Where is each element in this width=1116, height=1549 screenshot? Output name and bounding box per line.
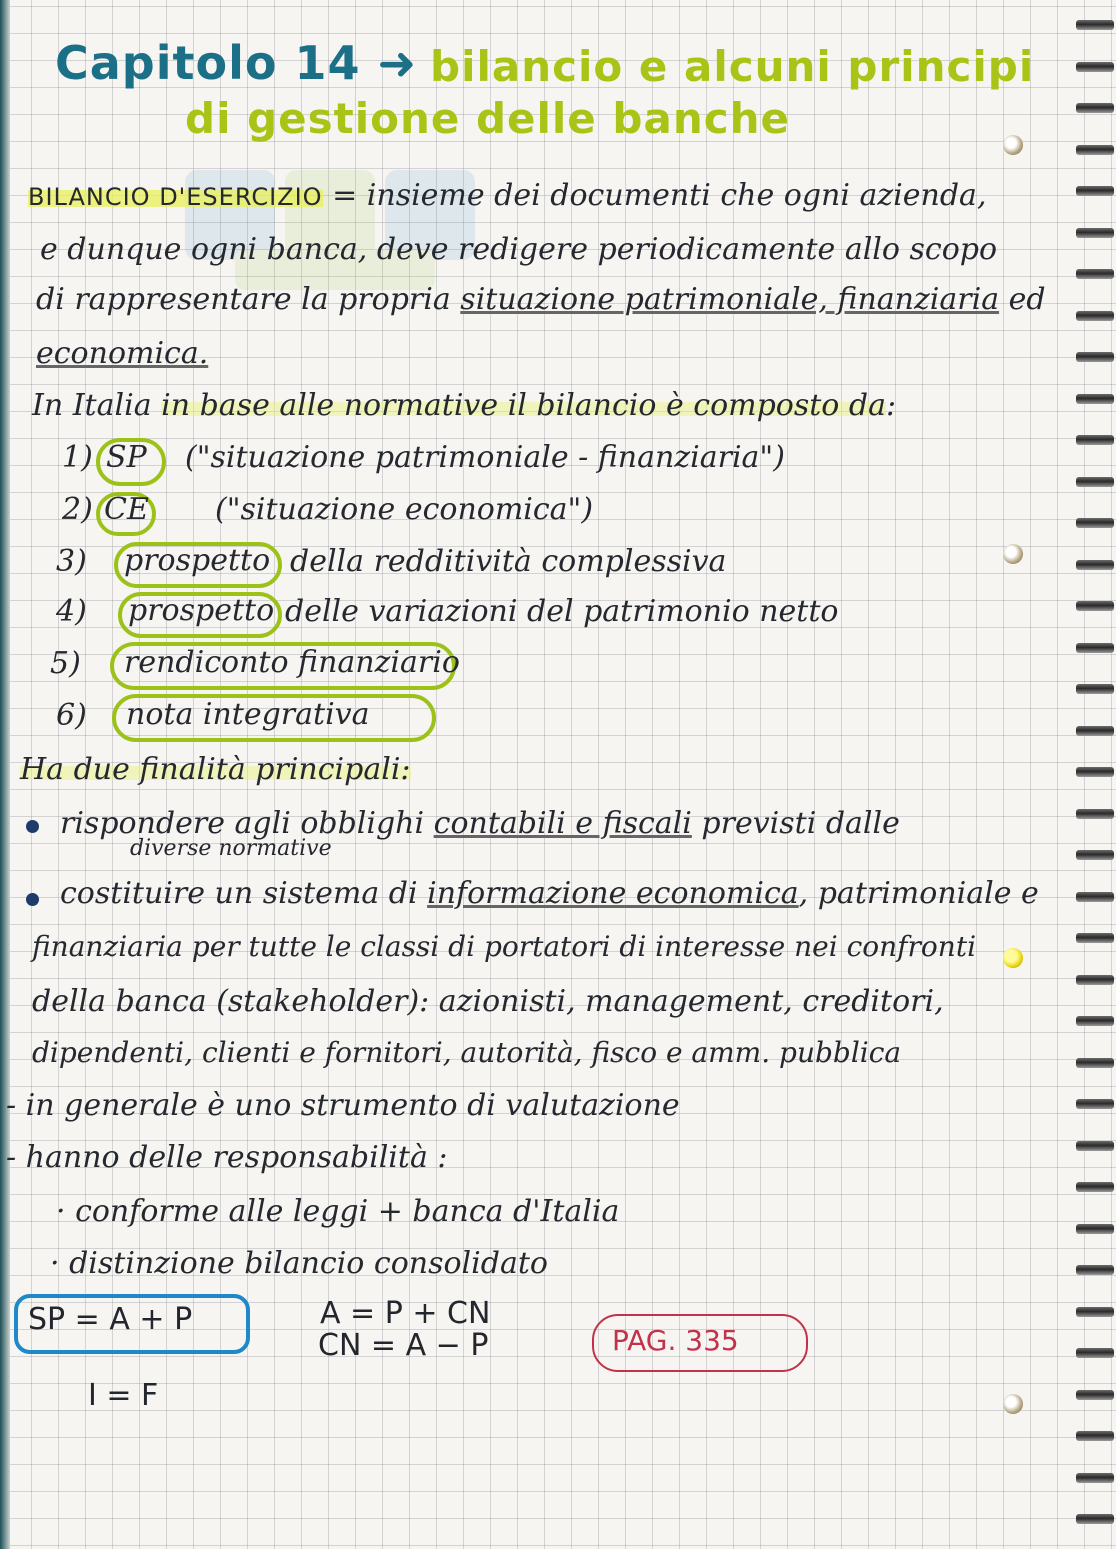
item-1-key: SP: [106, 440, 147, 475]
item-3-text: della redditività complessiva: [290, 544, 727, 579]
spiral-coil: [1076, 145, 1114, 155]
spiral-coil: [1076, 643, 1114, 653]
formula-a: A = P + CN: [320, 1296, 491, 1331]
item-4-number: 4): [56, 594, 87, 629]
spiral-coil: [1076, 228, 1114, 238]
spiral-coil: [1076, 518, 1114, 528]
item-2-number: 2): [62, 492, 93, 527]
spiral-coil: [1076, 560, 1114, 570]
item-6-number: 6): [56, 698, 87, 733]
formula-sp: SP = A + P: [28, 1302, 193, 1337]
item-1-text: ("situazione patrimoniale - finanziaria"): [185, 440, 785, 475]
bullet-dot: [26, 893, 39, 906]
definition-line3-b: situazione patrimoniale, finanziaria: [460, 282, 1000, 317]
item-3-number: 3): [56, 544, 87, 579]
bullet2-line-1: [60, 876, 1039, 911]
intro-a: In Italia: [32, 388, 162, 423]
spiral-coil: [1076, 892, 1114, 902]
formula-cn: CN = A − P: [318, 1328, 489, 1363]
spiral-coil: [1076, 1514, 1114, 1524]
spiral-coil: [1076, 1390, 1114, 1400]
dash-line-1: - in generale è uno strumento di valutazione: [6, 1088, 680, 1123]
bullet-dot: [26, 820, 39, 833]
item-1-number: 1): [62, 440, 93, 475]
spiral-coil: [1076, 435, 1114, 445]
spiral-coil: [1076, 1224, 1114, 1234]
spiral-coil: [1076, 1182, 1114, 1192]
spiral-coil: [1076, 767, 1114, 777]
spiral-coil: [1076, 850, 1114, 860]
definition-line3-a: di rappresentare la propria: [36, 282, 461, 317]
definition-line-1: [28, 178, 986, 213]
definition-line-3: [36, 282, 1046, 317]
item-6-key: nota integrativa: [126, 697, 370, 732]
dot-line-1: · conforme alle leggi + banca d'Italia: [56, 1194, 620, 1229]
punch-hole: [1003, 544, 1023, 564]
item-3-key: prospetto: [124, 543, 271, 578]
title-line1: bilancio e alcuni principi: [430, 42, 1035, 91]
spiral-coil: [1076, 1016, 1114, 1026]
item-4-key: prospetto: [128, 593, 275, 628]
bullet2-a: costituire un sistema di: [60, 876, 428, 911]
dash-line-2: - hanno delle responsabilità :: [6, 1140, 448, 1175]
page-ref: PAG. 335: [612, 1324, 739, 1357]
spiral-coil: [1076, 186, 1114, 196]
spiral-coil: [1076, 684, 1114, 694]
bullet2-line-2: finanziaria per tutte le classi di portatori di interesse nei confronti: [32, 930, 977, 963]
bullet2-b: informazione economica: [427, 876, 799, 911]
spiral-coil: [1076, 352, 1114, 362]
spiral-coil: [1076, 62, 1114, 72]
dot-line-2: · distinzione bilancio consolidato: [50, 1246, 548, 1281]
title-line2: di gestione delle banche: [185, 94, 791, 143]
spiral-coil: [1076, 311, 1114, 321]
definition-line-2: e dunque ogni banca, deve redigere periodicamente allo scopo: [40, 232, 998, 267]
bullet1-a: rispondere agli obblighi: [60, 806, 434, 841]
bullet2-line-4: dipendenti, clienti e fornitori, autorità, fisco e amm. pubblica: [32, 1036, 902, 1069]
formula-if: I = F: [88, 1378, 159, 1413]
intro-b: in base alle normative il bilancio è composto da: [161, 388, 886, 423]
item-4-text: delle variazioni del patrimonio netto: [285, 594, 839, 629]
spiral-binding: [1072, 0, 1116, 1549]
definition-line-4: economica.: [36, 336, 209, 371]
spiral-coil: [1076, 1099, 1114, 1109]
spiral-coil: [1076, 1141, 1114, 1151]
spiral-coil: [1076, 394, 1114, 404]
spiral-coil: [1076, 1307, 1114, 1317]
spiral-coil: [1076, 601, 1114, 611]
spiral-coil: [1076, 726, 1114, 736]
item-2-text: ("situazione economica"): [215, 492, 594, 527]
bullet2-line-3: della banca (stakeholder): azionisti, management, creditori,: [32, 984, 944, 1019]
spiral-coil: [1076, 1265, 1114, 1275]
title-chapter: Capitolo 14 ➜: [55, 36, 418, 90]
bullet1-b: contabili e fiscali: [433, 806, 692, 841]
intro-c: :: [886, 388, 897, 423]
spiral-coil: [1076, 103, 1114, 113]
definition-term: BILANCIO D'ESERCIZIO: [28, 183, 323, 211]
spiral-coil: [1076, 477, 1114, 487]
spiral-coil: [1076, 20, 1114, 30]
definition-line3-c: ed: [999, 282, 1046, 317]
item-2-key: CE: [104, 492, 149, 527]
bullet1-c: previsti dalle: [691, 806, 900, 841]
spiral-coil: [1076, 269, 1114, 279]
spiral-coil: [1076, 1431, 1114, 1441]
purpose-heading: Ha due finalità principali:: [20, 752, 411, 787]
spiral-coil: [1076, 1348, 1114, 1358]
page-left-edge: [0, 0, 10, 1549]
punch-hole: [1003, 135, 1023, 155]
item-5-number: 5): [50, 646, 81, 681]
spiral-coil: [1076, 933, 1114, 943]
intro-line: [32, 388, 896, 423]
punch-hole-yellow: [1003, 948, 1023, 968]
spiral-coil: [1076, 975, 1114, 985]
bullet2-c: , patrimoniale e: [798, 876, 1039, 911]
punch-hole: [1003, 1394, 1023, 1414]
spiral-coil: [1076, 809, 1114, 819]
definition-eq: = insieme dei documenti che ogni azienda,: [322, 178, 987, 213]
spiral-coil: [1076, 1058, 1114, 1068]
spiral-coil: [1076, 1473, 1114, 1483]
item-5-key: rendiconto finanziario: [124, 645, 460, 680]
bullet1-sub: diverse normative: [130, 836, 332, 861]
